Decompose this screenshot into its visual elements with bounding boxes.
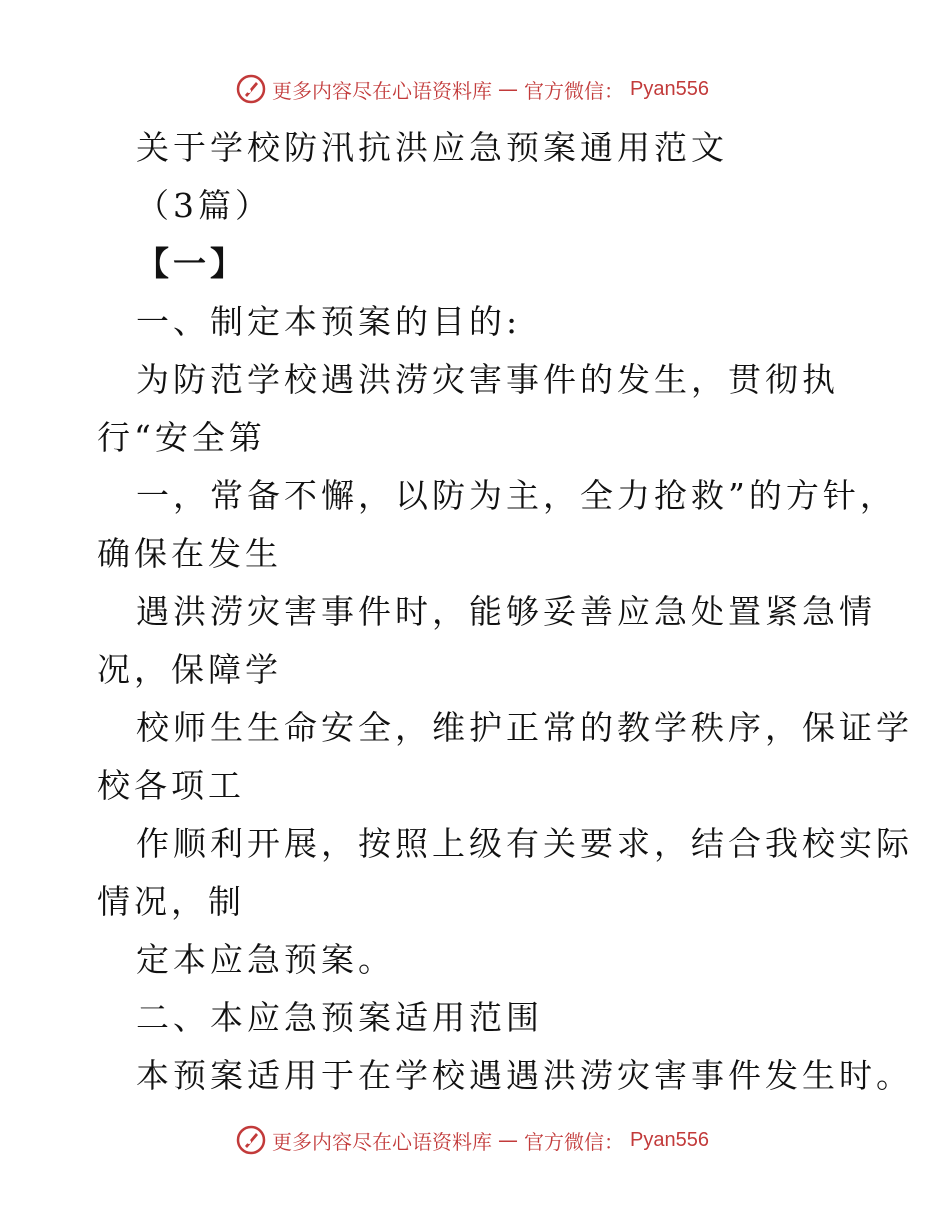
paragraph-line: 校师生生命安全，维护正常的教学秩序，保证学 <box>136 708 913 747</box>
paragraph-line: 情况，制 <box>97 882 245 921</box>
paragraph-line: 确保在发生 <box>97 534 282 573</box>
paragraph-line: 定本应急预案。 <box>136 940 395 979</box>
paragraph-line: 遇洪涝灾害事件时，能够妥善应急处置紧急情 <box>136 592 876 631</box>
watermark-header <box>236 74 709 104</box>
paragraph-line: 为防范学校遇洪涝灾害事件的发生，贯彻执 <box>136 360 839 399</box>
section-marker: 【一】 <box>136 244 247 283</box>
watermark-brand: 更多内容尽在心语资料库 <box>272 1129 492 1154</box>
watermark-footer <box>236 1125 709 1155</box>
watermark-wechat-label: 官方微信： <box>524 78 624 103</box>
section-heading-2: 二、本应急预案适用范围 <box>136 998 543 1037</box>
document-title: 关于学校防汛抗洪应急预案通用范文 <box>136 128 728 167</box>
paragraph-line: 本预案适用于在学校遇遇洪涝灾害事件发生时。 <box>136 1056 913 1095</box>
watermark-dash: — <box>498 1128 518 1152</box>
quill-badge-icon <box>236 74 266 104</box>
paragraph-line: 校各项工 <box>97 766 245 805</box>
watermark-wechat-label: 官方微信： <box>524 1129 624 1154</box>
paragraph-line: 行“安全第 <box>97 418 266 457</box>
watermark-handle: Pyan556 <box>630 1128 709 1151</box>
quill-badge-icon <box>236 1125 266 1155</box>
paragraph-line: 一，常备不懈，以防为主，全力抢救”的方针， <box>136 476 897 515</box>
paragraph-line: 作顺利开展，按照上级有关要求，结合我校实际 <box>136 824 913 863</box>
watermark-brand: 更多内容尽在心语资料库 <box>272 78 492 103</box>
watermark-dash: — <box>498 77 518 101</box>
paragraph-line: 况，保障学 <box>97 650 282 689</box>
section-heading-1: 一、制定本预案的目的: <box>136 302 522 341</box>
watermark-handle: Pyan556 <box>630 77 709 100</box>
document-subtitle: （3篇） <box>136 186 272 225</box>
